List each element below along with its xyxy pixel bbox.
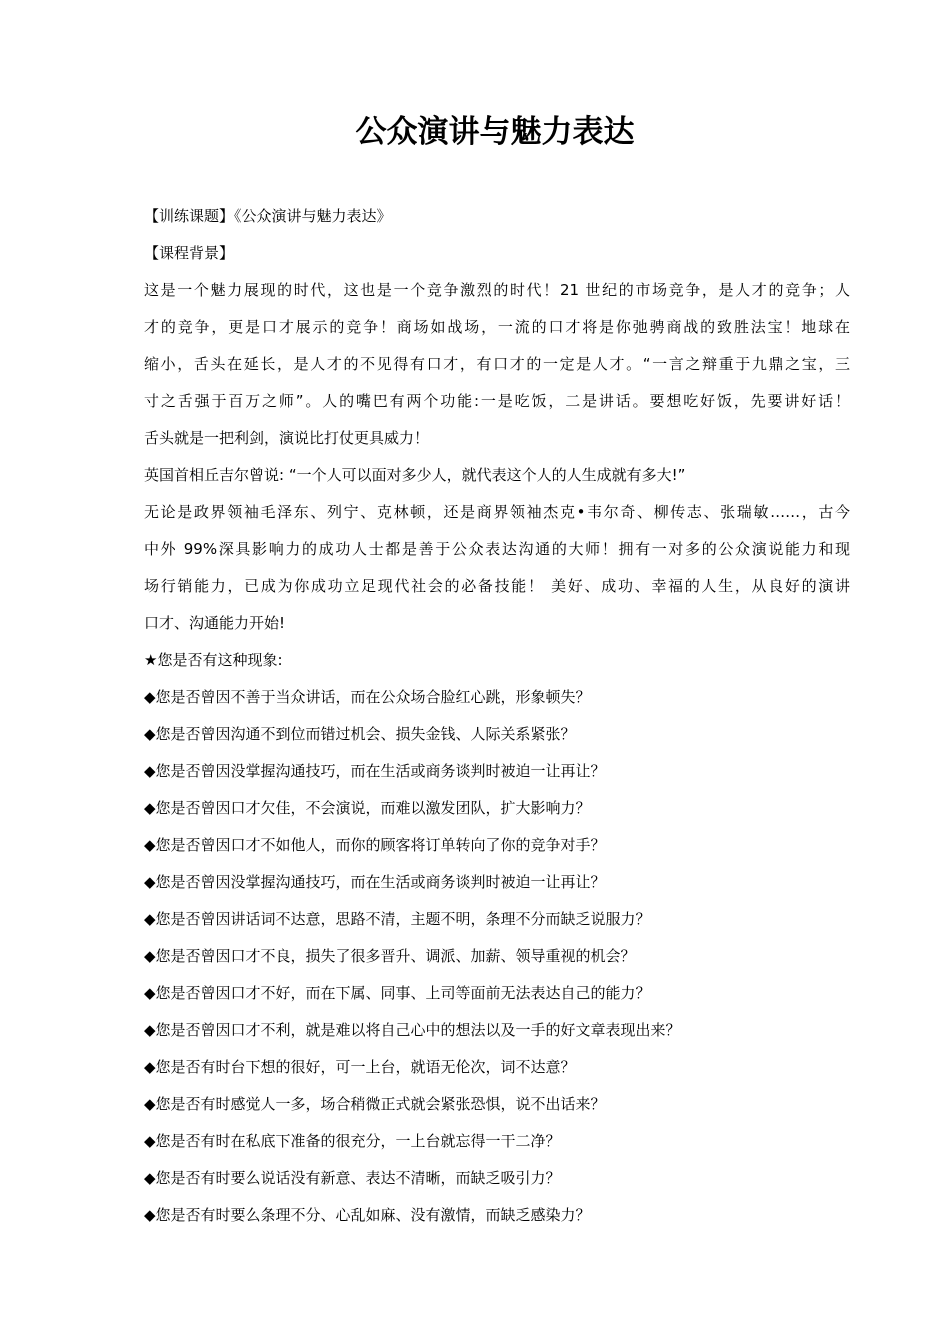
leaders-paragraph-line: 无论是政界领袖毛泽东、列宁、克林顿，还是商界领袖杰克•韦尔奇、柳传志、张瑞敏……，古今 [144,503,850,521]
background-paragraph-line: 才的竞争，更是口才展示的竞争！商场如战场，一流的口才将是你弛骋商战的致胜法宝！地球在 [144,318,850,336]
question-item: ◆您是否有时在私底下准备的很充分，一上台就忘得一干二净？ [144,1132,561,1150]
question-item: ◆您是否有时要么说话没有新意、表达不清晰，而缺乏吸引力？ [144,1169,561,1187]
background-paragraph-line: 寸之舌强于百万之师”。人的嘴巴有两个功能:一是吃饭，二是讲话。要想吃好饭，先要讲好话！ [144,392,850,410]
question-item: ◆您是否有时要么条理不分、心乱如麻、没有激情，而缺乏感染力？ [144,1206,591,1224]
question-item: ◆您是否曾因不善于当众讲话，而在公众场合脸红心跳，形象顿失？ [144,688,591,706]
question-item: ◆您是否曾因口才欠佳，不会演说，而难以激发团队，扩大影响力？ [144,799,591,817]
phenomena-heading: ★您是否有这种现象: [144,651,283,669]
question-item: ◆您是否曾因沟通不到位而错过机会、损失金钱、人际关系紧张？ [144,725,576,743]
background-paragraph-line: 缩小，舌头在延长，是人才的不见得有口才，有口才的一定是人才。“一言之辩重于九鼎之宝，三 [144,355,850,373]
churchill-quote: 英国首相丘吉尔曾说: “一个人可以面对多少人，就代表这个人的人生成就有多大!” [144,466,686,484]
question-item: ◆您是否曾因口才不良，损失了很多晋升、调派、加薪、领导重视的机会？ [144,947,636,965]
question-item: ◆您是否曾因讲话词不达意，思路不清，主题不明，条理不分而缺乏说服力？ [144,910,651,928]
document-title: 公众演讲与魅力表达 [355,114,635,150]
leaders-paragraph-line: 口才、沟通能力开始! [144,614,286,632]
leaders-paragraph-line: 中外 99%深具影响力的成功人士都是善于公众表达沟通的大师！拥有一对多的公众演说能力和现 [144,540,850,558]
training-topic: 【训练课题】《公众演讲与魅力表达》 [144,207,392,225]
question-item: ◆您是否曾因口才不好，而在下属、同事、上司等面前无法表达自己的能力？ [144,984,651,1002]
question-item: ◆您是否曾因没掌握沟通技巧，而在生活或商务谈判时被迫一让再让？ [144,762,606,780]
background-paragraph-line: 舌头就是一把利剑，演说比打仗更具威力！ [144,429,430,447]
question-item: ◆您是否曾因口才不如他人，而你的顾客将订单转向了你的竞争对手？ [144,836,606,854]
question-item: ◆您是否有时台下想的很好，可一上台，就语无伦次，词不达意？ [144,1058,576,1076]
question-item: ◆您是否有时感觉人一多，场合稍微正式就会紧张恐惧，说不出话来？ [144,1095,606,1113]
course-background-heading: 【课程背景】 [144,244,235,262]
document-body [144,198,850,1234]
leaders-paragraph-line: 场行销能力，已成为你成功立足现代社会的必备技能！ 美好、成功、幸福的人生，从良好的演讲 [144,577,850,595]
question-item: ◆您是否曾因口才不利，就是难以将自己心中的想法以及一手的好文章表现出来？ [144,1021,681,1039]
background-paragraph-line: 这是一个魅力展现的时代，这也是一个竞争激烈的时代！21 世纪的市场竞争，是人才的竞争；人 [144,281,850,299]
question-item: ◆您是否曾因没掌握沟通技巧，而在生活或商务谈判时被迫一让再让？ [144,873,606,891]
